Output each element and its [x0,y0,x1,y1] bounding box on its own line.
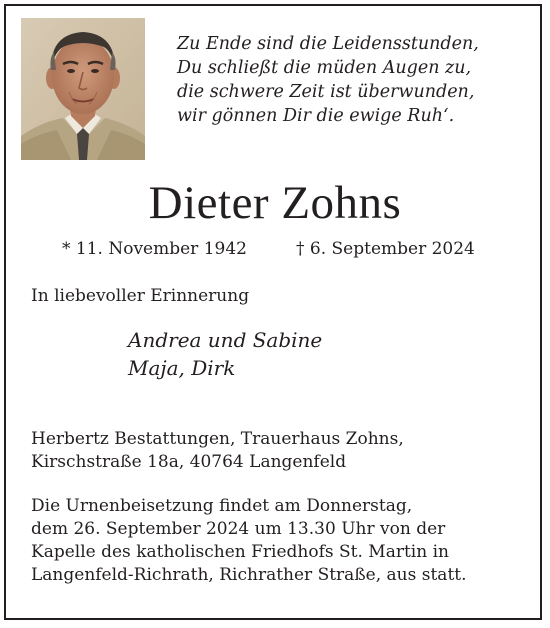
undertaker-address [31,428,404,474]
undertaker-line: Kirschstraße 18a, 40764 Langenfeld [31,452,347,472]
service-line: Kapelle des katholischen Friedhofs St. Martin in [31,542,449,562]
poem-line: Zu Ende sind die Leidensstunden, [177,34,479,54]
deceased-name: Dieter Zohns [148,177,402,229]
portrait-image [21,18,145,160]
service-line: Langenfeld-Richrath, Richrather Straße, aus statt. [31,565,467,585]
poem-line: Du schließt die müden Augen zu, [177,58,472,78]
service-notice [31,495,467,587]
death-date: † 6. September 2024 [296,239,475,259]
memory-line: In liebevoller Erinnerung [31,286,250,306]
undertaker-line: Herbertz Bestattungen, Trauerhaus Zohns, [31,429,404,449]
mourner-line: Maja, Dirk [128,356,236,380]
poem-line: die schwere Zeit ist überwunden, [177,82,475,102]
birth-date: * 11. November 1942 [62,239,247,259]
poem-line: wir gönnen Dir die ewige Ruh‘. [177,106,455,126]
mourners [128,326,322,382]
poem [177,32,527,128]
service-line: Die Urnenbeisetzung findet am Donnerstag, [31,496,413,516]
portrait-photo [21,18,145,160]
service-line: dem 26. September 2024 um 13.30 Uhr von der [31,519,446,539]
mourner-line: Andrea und Sabine [128,328,323,352]
